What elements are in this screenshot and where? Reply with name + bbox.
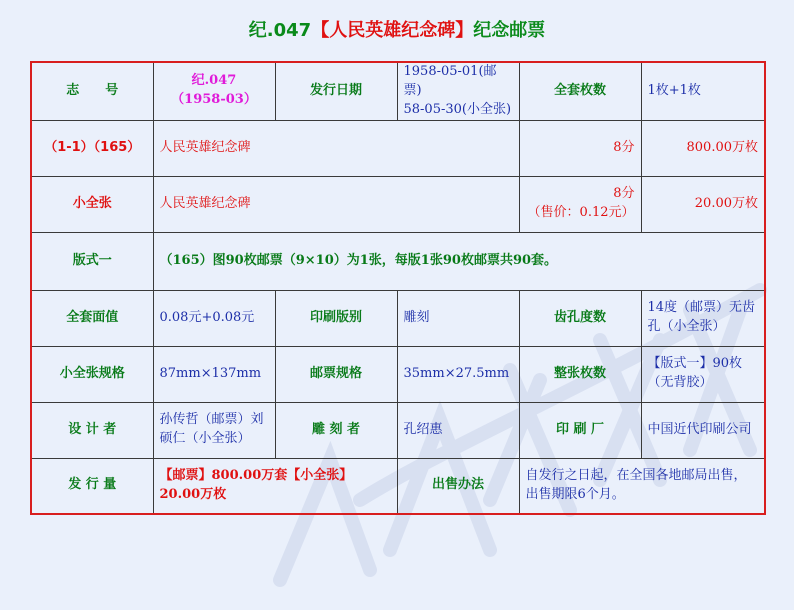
label-minisheet-spec: 小全张规格 xyxy=(31,346,153,402)
minisheet-face: 8分 xyxy=(613,186,635,202)
value-minisheet-qty: 20.00万枚 xyxy=(641,176,765,232)
label-print-type: 印刷版别 xyxy=(275,290,397,346)
value-format: （165）图90枚邮票（9×10）为1张，每版1张90枚邮票共90套。 xyxy=(153,232,765,290)
value-sale-method: 自发行之日起，在全国各地邮局出售，出售期限6个月。 xyxy=(519,458,765,514)
value-minisheet-name: 人民英雄纪念碑 xyxy=(153,176,519,232)
label-sale-method: 出售办法 xyxy=(397,458,519,514)
zhihao-code: 纪.047 xyxy=(191,73,237,89)
row-face-value xyxy=(31,290,765,346)
value-face-value: 0.08元+0.08元 xyxy=(153,290,275,346)
value-print-type: 雕刻 xyxy=(397,290,519,346)
value-stamp-1-qty: 800.00万枚 xyxy=(641,120,765,176)
label-minisheet: 小全张 xyxy=(31,176,153,232)
value-volume: 【邮票】800.00万套【小全张】20.00万枚 xyxy=(153,458,397,514)
label-printer: 印 刷 厂 xyxy=(519,402,641,458)
value-total-count: 1枚+1枚 xyxy=(641,62,765,120)
page-title xyxy=(0,16,794,42)
label-stamp-1: （1-1）（165） xyxy=(31,120,153,176)
stamp-info-table xyxy=(30,61,766,515)
zhihao-year: （1958-03） xyxy=(171,92,257,108)
value-stamp-1-name: 人民英雄纪念碑 xyxy=(153,120,519,176)
label-total-count: 全套枚数 xyxy=(519,62,641,120)
minisheet-price: （售价：0.12元） xyxy=(527,205,635,221)
row-minisheet xyxy=(31,176,765,232)
title-suffix: 纪念邮票 xyxy=(473,20,546,41)
label-sheet-count: 整张枚数 xyxy=(519,346,641,402)
label-face-value: 全套面值 xyxy=(31,290,153,346)
row-volume xyxy=(31,458,765,514)
value-printer: 中国近代印刷公司 xyxy=(641,402,765,458)
label-issue-date: 发行日期 xyxy=(275,62,397,120)
label-perforation: 齿孔度数 xyxy=(519,290,641,346)
label-engraver: 雕 刻 者 xyxy=(275,402,397,458)
value-designer: 孙传哲（邮票）刘硕仁（小全张） xyxy=(153,402,275,458)
row-format xyxy=(31,232,765,290)
row-zhihao xyxy=(31,62,765,120)
row-designer xyxy=(31,402,765,458)
value-engraver: 孔绍惠 xyxy=(397,402,519,458)
value-stamp-1-face: 8分 xyxy=(519,120,641,176)
label-volume: 发 行 量 xyxy=(31,458,153,514)
value-sheet-count: 【版式一】90枚（无背胶） xyxy=(641,346,765,402)
title-name: 【人民英雄纪念碑】 xyxy=(311,20,474,41)
label-designer: 设 计 者 xyxy=(31,402,153,458)
value-minisheet-face xyxy=(519,176,641,232)
value-stamp-spec: 35mm×27.5mm xyxy=(397,346,519,402)
issue-date-stamp: 1958-05-01(邮票) xyxy=(403,64,497,98)
value-minisheet-spec: 87mm×137mm xyxy=(153,346,275,402)
row-stamp-1 xyxy=(31,120,765,176)
title-code: 纪.047 xyxy=(248,20,312,41)
value-zhihao xyxy=(153,62,275,120)
value-perforation: 14度（邮票）无齿孔（小全张） xyxy=(641,290,765,346)
label-zhihao: 志 号 xyxy=(31,62,153,120)
label-stamp-spec: 邮票规格 xyxy=(275,346,397,402)
row-spec xyxy=(31,346,765,402)
value-issue-date xyxy=(397,62,519,120)
issue-date-minisheet: 58-05-30(小全张) xyxy=(403,101,512,117)
label-format: 版式一 xyxy=(31,232,153,290)
